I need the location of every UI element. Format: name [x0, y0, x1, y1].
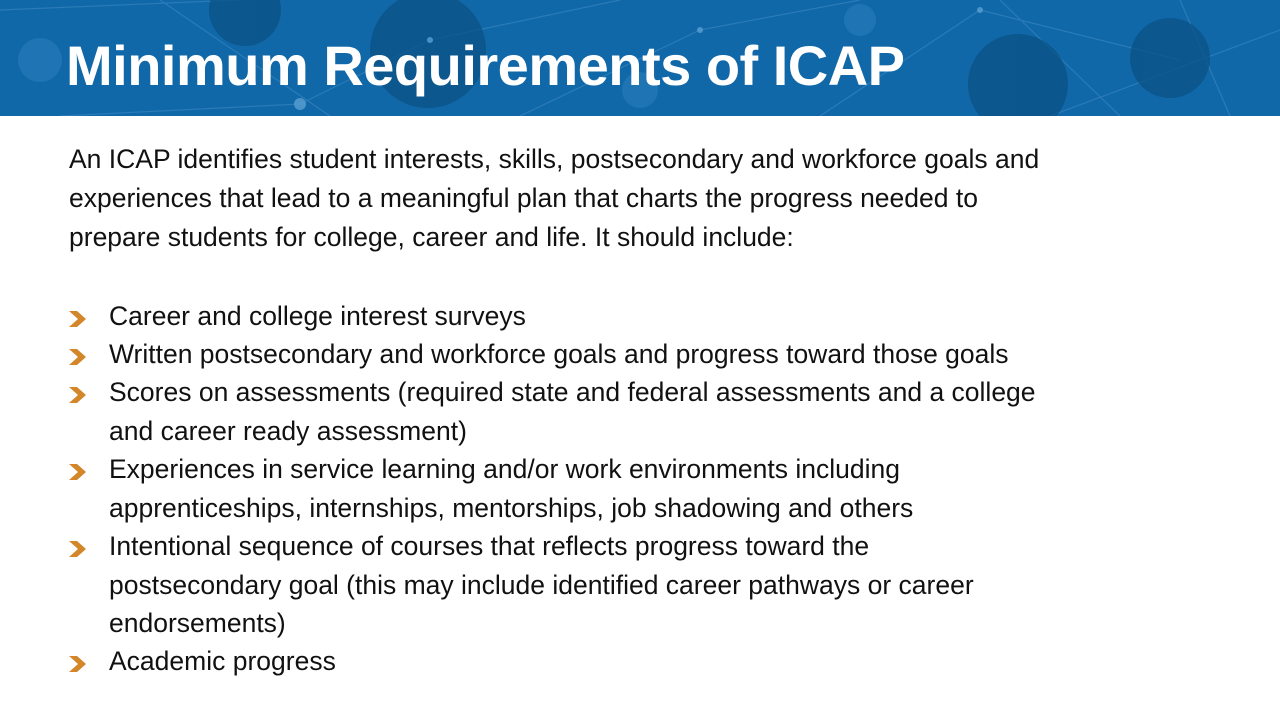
chevron-right-icon — [68, 386, 88, 404]
list-item — [66, 527, 974, 643]
list-item-text: endorsements) — [109, 608, 286, 638]
intro-line: prepare students for college, career and life. It should include: — [69, 222, 794, 252]
list-item-text: Academic progress — [109, 646, 336, 676]
intro-line: experiences that lead to a meaningful plan that charts the progress needed to — [69, 183, 978, 213]
list-item-text: Scores on assessments (required state and federal assessments and a college — [109, 377, 1036, 407]
list-item — [66, 335, 1009, 374]
list-item — [66, 450, 913, 527]
slide-title: Minimum Requirements of ICAP — [66, 34, 905, 97]
chevron-right-icon — [68, 348, 88, 366]
list-item-text: and career ready assessment) — [109, 415, 467, 446]
chevron-right-icon — [68, 655, 88, 673]
list-item — [66, 297, 526, 336]
chevron-right-icon — [68, 463, 88, 481]
list-item-text: Written postsecondary and workforce goals and progress toward those goals — [109, 339, 1009, 369]
chevron-right-icon — [68, 540, 88, 558]
intro-paragraph — [69, 140, 1229, 257]
list-item — [66, 642, 336, 681]
list-item-text: apprenticeships, internships, mentorships, job shadowing and others — [109, 492, 914, 523]
chevron-right-icon — [68, 310, 88, 328]
title-banner — [0, 0, 1280, 116]
list-item-text: Experiences in service learning and/or work environments including — [109, 454, 900, 484]
list-item-text: Career and college interest surveys — [109, 301, 526, 331]
intro-line: An ICAP identifies student interests, skills, postsecondary and workforce goals and — [69, 144, 1040, 174]
list-item — [66, 373, 1036, 450]
list-item-text: Intentional sequence of courses that reflects progress toward the — [109, 531, 870, 561]
list-item-text: postsecondary goal (this may include identified career pathways or career — [109, 569, 974, 600]
